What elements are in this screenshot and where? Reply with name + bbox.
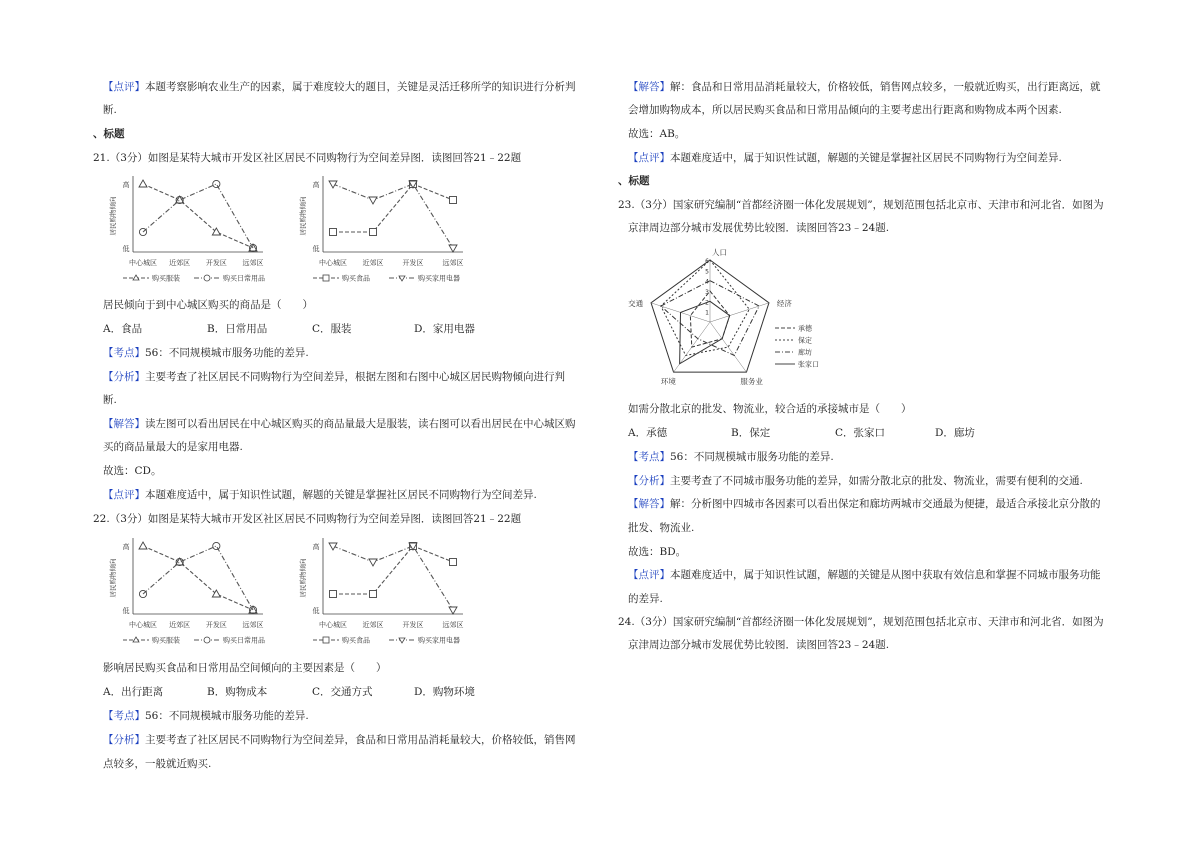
q24-title-1: 24.（3分）国家研究编制“首都经济圈一体化发展规划”，规划范围包括北京市、天津市和河北省．如图为 [618, 616, 1104, 628]
y-axis-label: 居民购物倾向 [109, 196, 117, 236]
radar-axis-label: 服务业 [740, 377, 763, 387]
q22-option-b: B．购物成本 [207, 686, 268, 698]
x-tick-label: 远郊区 [442, 259, 464, 267]
x-tick-label: 中心城区 [319, 621, 347, 629]
series-line [143, 546, 253, 610]
y-tick-low: 低 [122, 245, 130, 253]
legend-marker [204, 275, 210, 281]
q23-title-2: 京津周边部分城市发展优势比较图．读图回答23﹣24题. [628, 222, 890, 234]
y-axis-label: 居民购物倾向 [299, 558, 307, 598]
q22-fenxi-2: 点较多，一般就近购买. [103, 758, 212, 770]
q20-comment-line2: 断. [103, 104, 117, 116]
data-point [139, 542, 147, 549]
y-tick-low: 低 [312, 607, 320, 615]
radar-tick: 4 [705, 278, 709, 286]
q23-jieda-1: 【解答】解：分析图中四城市各因素可以看出保定和廊坊两城市交通最为便捷，最适合承接北京分散的 [628, 498, 1101, 510]
x-tick-label: 开发区 [402, 621, 424, 629]
radar-tick: 2 [705, 299, 709, 307]
data-point [330, 229, 337, 236]
y-tick-high: 高 [312, 543, 320, 551]
radar-tick: 5 [705, 268, 709, 276]
legend-label: 购买食品 [342, 274, 370, 283]
q21-option-d: D．家用电器 [414, 323, 475, 335]
section-heading: 、标题 [93, 128, 125, 140]
x-tick-label: 中心城区 [129, 259, 157, 267]
data-point [213, 180, 220, 187]
q23-answer: 故选：BD。 [628, 546, 687, 558]
q21-jieda-2: 买的商品量最大的是家用电器. [103, 441, 243, 453]
q22-stem: 影响居民购买食品和日常用品空间倾向的主要因素是（ ） [103, 662, 387, 674]
q23-dianping-2: 的差异. [628, 593, 663, 605]
x-tick-label: 远郊区 [242, 621, 264, 629]
q21-option-c: C．服装 [312, 323, 352, 335]
series-line [333, 546, 453, 594]
x-tick-label: 近郊区 [169, 259, 191, 267]
series-line [333, 184, 453, 232]
q22-title: 22.（3分）如图是某特大城市开发区社区居民不同购物行为空间差异图．读图回答21﹣22题 [93, 513, 522, 525]
q21-option-b: B．日常用品 [207, 323, 268, 335]
q23-title-1: 23.（3分）国家研究编制“首都经济圈一体化发展规划”，规划范围包括北京市、天津市和河北省．如图为 [618, 199, 1104, 211]
radar-chart [620, 242, 840, 392]
q21-answer: 故选：CD。 [103, 465, 162, 477]
q23-dianping-1: 【点评】本题难度适中，属于知识性试题，解题的关键是从图中获取有效信息和掌握不同城市服务功能 [628, 569, 1101, 581]
y-tick-low: 低 [312, 245, 320, 253]
q24-title-2: 京津周边部分城市发展优势比较图．读图回答23﹣24题. [628, 639, 890, 651]
x-tick-label: 近郊区 [362, 259, 384, 267]
data-point [370, 229, 377, 236]
q22-dianping: 【点评】本题难度适中，属于知识性试题，解题的关键是掌握社区居民不同购物行为空间差异. [628, 152, 1062, 164]
data-point [139, 180, 147, 187]
radar-spoke [710, 303, 769, 322]
data-point [369, 197, 377, 204]
radar-tick: 6 [705, 258, 709, 265]
q20-comment-line1: 【点评】本题考察影响农业生产的因素，属于难度较大的题目，关键是灵活迁移所学的知识进行分析判 [103, 81, 576, 93]
q21-option-a: A．食品 [103, 323, 143, 335]
legend-label: 购买食品 [342, 636, 370, 645]
legend-marker [323, 275, 329, 281]
radar-axis-label: 环境 [660, 377, 676, 387]
series-line [143, 184, 253, 248]
series-line [333, 184, 453, 248]
q22-left-chart [105, 534, 275, 654]
q22-option-d: D．购物环境 [414, 686, 475, 698]
q21-kaodian: 【考点】56：不同规模城市服务功能的差异. [103, 347, 309, 359]
y-tick-high: 高 [312, 181, 320, 189]
series-line [333, 546, 453, 610]
q21-stem: 居民倾向于到中心城区购买的商品是（ ） [103, 299, 313, 311]
x-tick-label: 中心城区 [129, 621, 157, 629]
legend-marker [323, 637, 329, 643]
q21-fenxi-1: 【分析】主要考查了社区居民不同购物行为空间差异，根据左图和右图中心城区居民购物倾向进行判 [103, 371, 565, 383]
legend-label: 购买服装 [152, 636, 180, 645]
y-tick-low: 低 [122, 607, 130, 615]
legend-label: 购买日常用品 [223, 636, 265, 645]
series-line [143, 184, 253, 248]
legend-label: 购买服装 [152, 274, 180, 283]
x-tick-label: 中心城区 [319, 259, 347, 267]
q22-jieda-1: 【解答】解：食品和日常用品消耗量较大，价格较低，销售网点较多，一般就近购买，出行距离远，就 [628, 81, 1101, 93]
q23-fenxi: 【分析】主要考查了不同城市服务功能的差异，如需分散北京的批发、物流业，需要有便利的交通. [628, 475, 1083, 487]
q23-stem: 如需分散北京的批发、物流业，较合适的承接城市是（ ） [628, 403, 912, 415]
data-point [450, 559, 457, 566]
y-tick-high: 高 [122, 543, 130, 551]
legend-label: 购买日常用品 [223, 274, 265, 283]
data-point [329, 181, 337, 188]
x-tick-label: 远郊区 [442, 621, 464, 629]
x-tick-label: 开发区 [205, 259, 227, 267]
x-tick-label: 远郊区 [242, 259, 264, 267]
radar-axis-label: 交通 [628, 298, 644, 308]
x-tick-label: 开发区 [402, 259, 424, 267]
q21-title: 21.（3分）如图是某特大城市开发区社区居民不同购物行为空间差异图．读图回答21﹣22题 [93, 152, 522, 164]
q23-option-a: A．承德 [628, 427, 668, 439]
section-heading-2: 、标题 [618, 175, 650, 187]
x-tick-label: 近郊区 [169, 621, 191, 629]
x-tick-label: 开发区 [205, 621, 227, 629]
q23-kaodian: 【考点】56：不同规模城市服务功能的差异. [628, 451, 834, 463]
radar-legend-label: 廊坊 [798, 348, 812, 357]
q23-option-c: C．张家口 [835, 427, 886, 439]
q23-jieda-2: 批发、物流业. [628, 522, 695, 534]
q22-option-a: A．出行距离 [103, 686, 164, 698]
radar-legend-label: 张家口 [798, 360, 819, 369]
data-point [370, 591, 377, 598]
q23-option-d: D．廊坊 [935, 427, 975, 439]
legend-marker [204, 637, 210, 643]
series-line [143, 546, 253, 610]
radar-tick: 1 [705, 309, 709, 317]
y-axis-label: 居民购物倾向 [299, 196, 307, 236]
y-tick-high: 高 [122, 181, 130, 189]
legend-label: 购买家用电器 [418, 274, 460, 283]
radar-axis-label: 经济 [776, 298, 792, 308]
q23-option-b: B．保定 [731, 427, 771, 439]
q22-jieda-2: 会增加购物成本，所以居民购买食品和日常用品倾向的主要考虑出行距离和购物成本两个因素. [628, 104, 1062, 116]
data-point [449, 245, 457, 252]
q22-fenxi-1: 【分析】主要考查了社区居民不同购物行为空间差异，食品和日常用品消耗量较大，价格较低，销售网 [103, 734, 576, 746]
radar-axis-label: 人口 [712, 248, 727, 257]
data-point [450, 197, 457, 204]
legend-label: 购买家用电器 [418, 636, 460, 645]
data-point [329, 543, 337, 550]
q21-right-chart [295, 172, 475, 292]
y-axis-label: 居民购物倾向 [109, 558, 117, 598]
radar-legend-label: 保定 [798, 336, 812, 345]
q21-left-chart [105, 172, 275, 292]
q21-jieda-1: 【解答】读左图可以看出居民在中心城区购买的商品量最大是服装，读右图可以看出居民在中心城区购 [103, 418, 576, 430]
q22-right-chart [295, 534, 475, 654]
x-tick-label: 近郊区 [362, 621, 384, 629]
data-point [330, 591, 337, 598]
data-point [213, 542, 220, 549]
q22-kaodian: 【考点】56：不同规模城市服务功能的差异. [103, 710, 309, 722]
q22-option-c: C．交通方式 [312, 686, 373, 698]
q22-answer: 故选：AB。 [628, 128, 686, 140]
q21-fenxi-2: 断. [103, 394, 117, 406]
data-point [369, 559, 377, 566]
data-point [449, 607, 457, 614]
q21-dianping: 【点评】本题难度适中，属于知识性试题，解题的关键是掌握社区居民不同购物行为空间差异. [103, 489, 537, 501]
radar-legend-label: 承德 [798, 324, 812, 333]
radar-tick: 3 [705, 289, 709, 296]
